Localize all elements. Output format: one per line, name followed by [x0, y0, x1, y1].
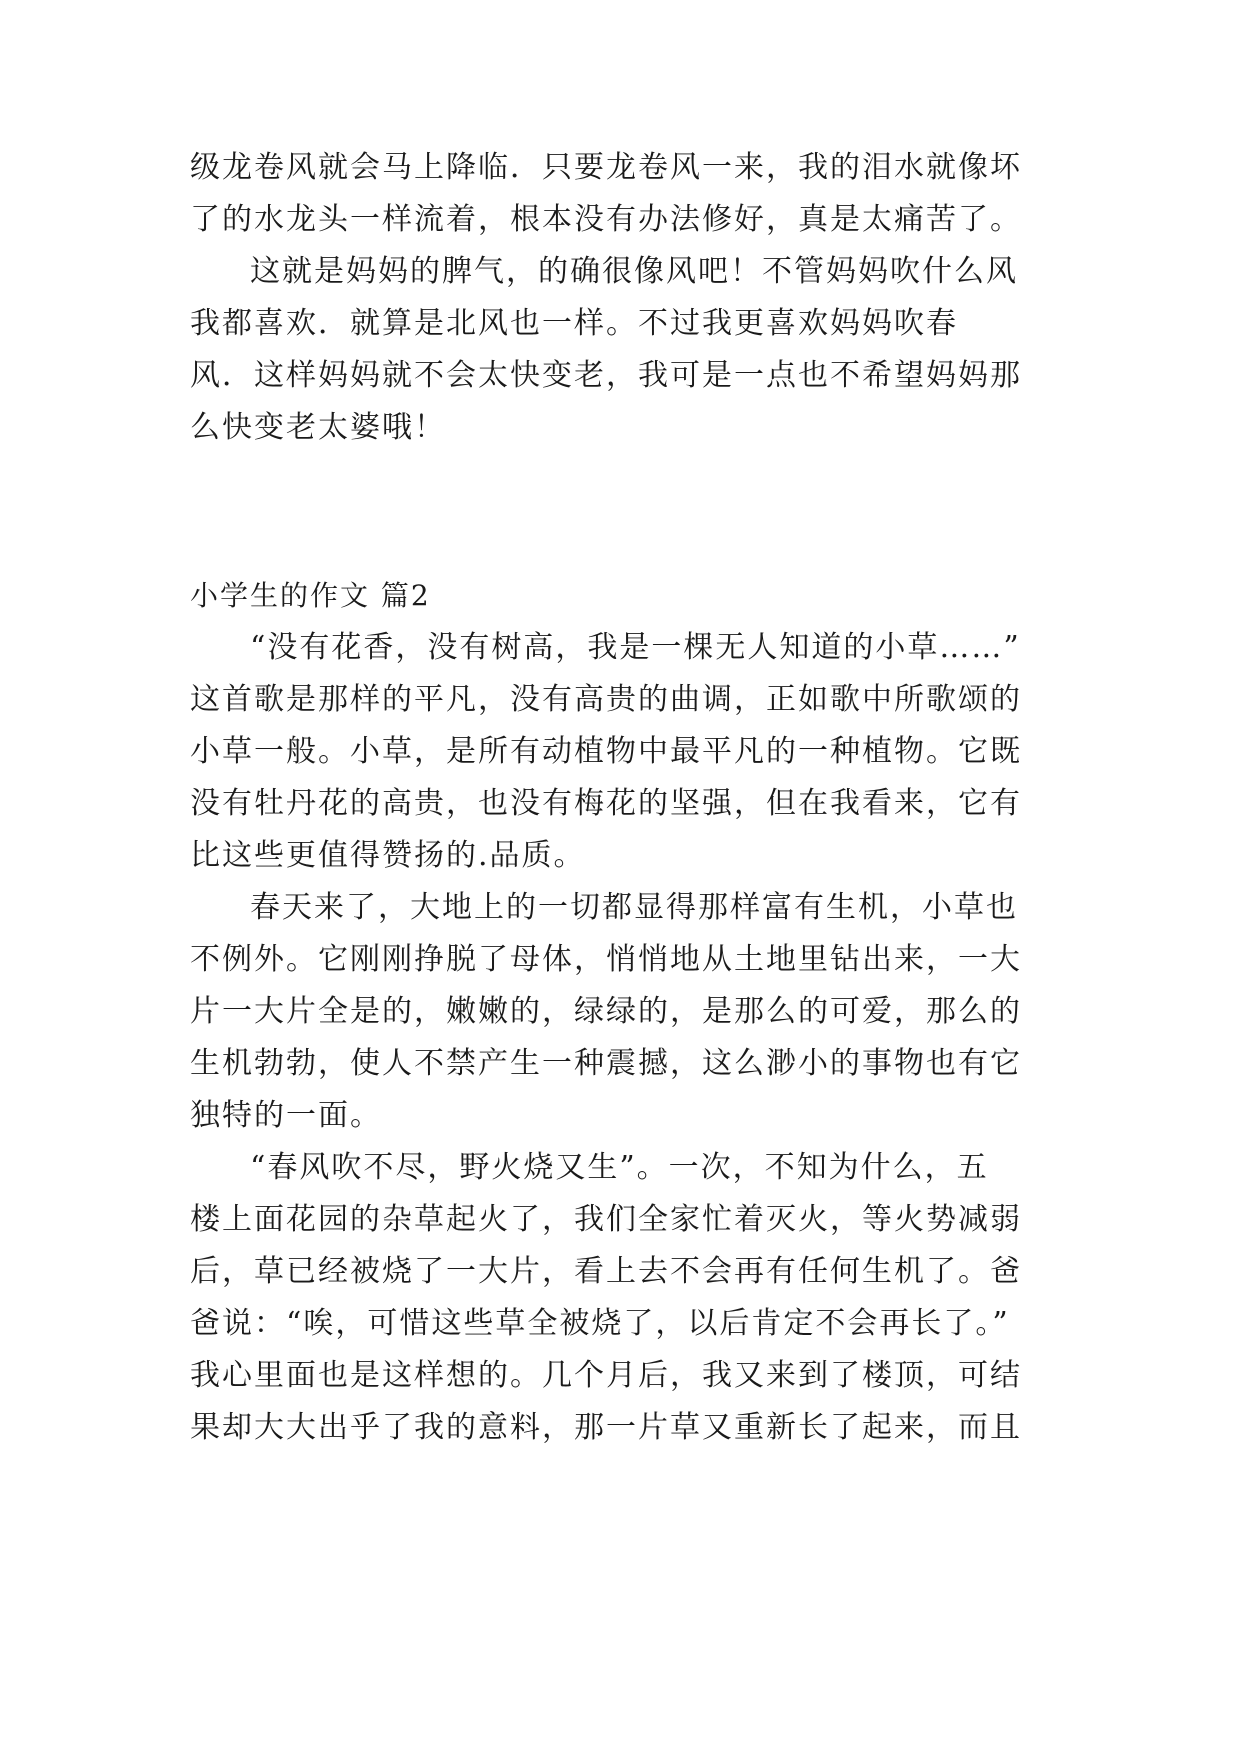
paragraph-line: 这首歌是那样的平凡，没有高贵的曲调，正如歌中所歌颂的: [190, 682, 1022, 717]
paragraph-line: 没有牡丹花的高贵，也没有梅花的坚强，但在我看来，它有: [190, 786, 1022, 821]
paragraph-line: 我都喜欢．就算是北风也一样。不过我更喜欢妈妈吹春: [190, 306, 958, 341]
paragraph-line: 果却大大出乎了我的意料，那一片草又重新长了起来，而且: [190, 1410, 1022, 1445]
paragraph-line: “春风吹不尽，野火烧又生”。一次，不知为什么，五: [250, 1150, 989, 1185]
paragraph-line: 级龙卷风就会马上降临．只要龙卷风一来，我的泪水就像坏: [190, 150, 1022, 185]
paragraph-line: 春天来了，大地上的一切都显得那样富有生机，小草也: [250, 890, 1018, 925]
paragraph-line: 生机勃勃，使人不禁产生一种震撼，这么渺小的事物也有它: [190, 1046, 1022, 1081]
paragraph-line: 爸说：“唉，可惜这些草全被烧了，以后肯定不会再长了。”: [190, 1306, 1010, 1341]
paragraph-line: 后，草已经被烧了一大片，看上去不会再有任何生机了。爸: [190, 1254, 1022, 1289]
section-heading: 小学生的作文 篇2: [190, 579, 431, 612]
paragraph-line: 独特的一面。: [190, 1098, 382, 1133]
paragraph-line: 小草一般。小草，是所有动植物中最平凡的一种植物。它既: [190, 734, 1022, 769]
paragraph-line: 不例外。它刚刚挣脱了母体，悄悄地从土地里钻出来，一大: [190, 942, 1022, 977]
paragraph-line: 这就是妈妈的脾气，的确很像风吧！不管妈妈吹什么风: [250, 254, 1018, 289]
paragraph-line: 片一大片全是的，嫩嫩的，绿绿的，是那么的可爱，那么的: [190, 994, 1022, 1029]
paragraph-line: 比这些更值得赞扬的.品质。: [190, 838, 586, 873]
paragraph-line: 风．这样妈妈就不会太快变老，我可是一点也不希望妈妈那: [190, 358, 1022, 393]
paragraph-line: 么快变老太婆哦！: [190, 410, 446, 445]
paragraph-line: “没有花香，没有树高，我是一棵无人知道的小草……”: [250, 630, 1021, 665]
paragraph-line: 楼上面花园的杂草起火了，我们全家忙着灭火，等火势减弱: [190, 1202, 1022, 1237]
paragraph-line: 了的水龙头一样流着，根本没有办法修好，真是太痛苦了。: [190, 202, 1022, 237]
paragraph-line: 我心里面也是这样想的。几个月后，我又来到了楼顶，可结: [190, 1358, 1022, 1393]
